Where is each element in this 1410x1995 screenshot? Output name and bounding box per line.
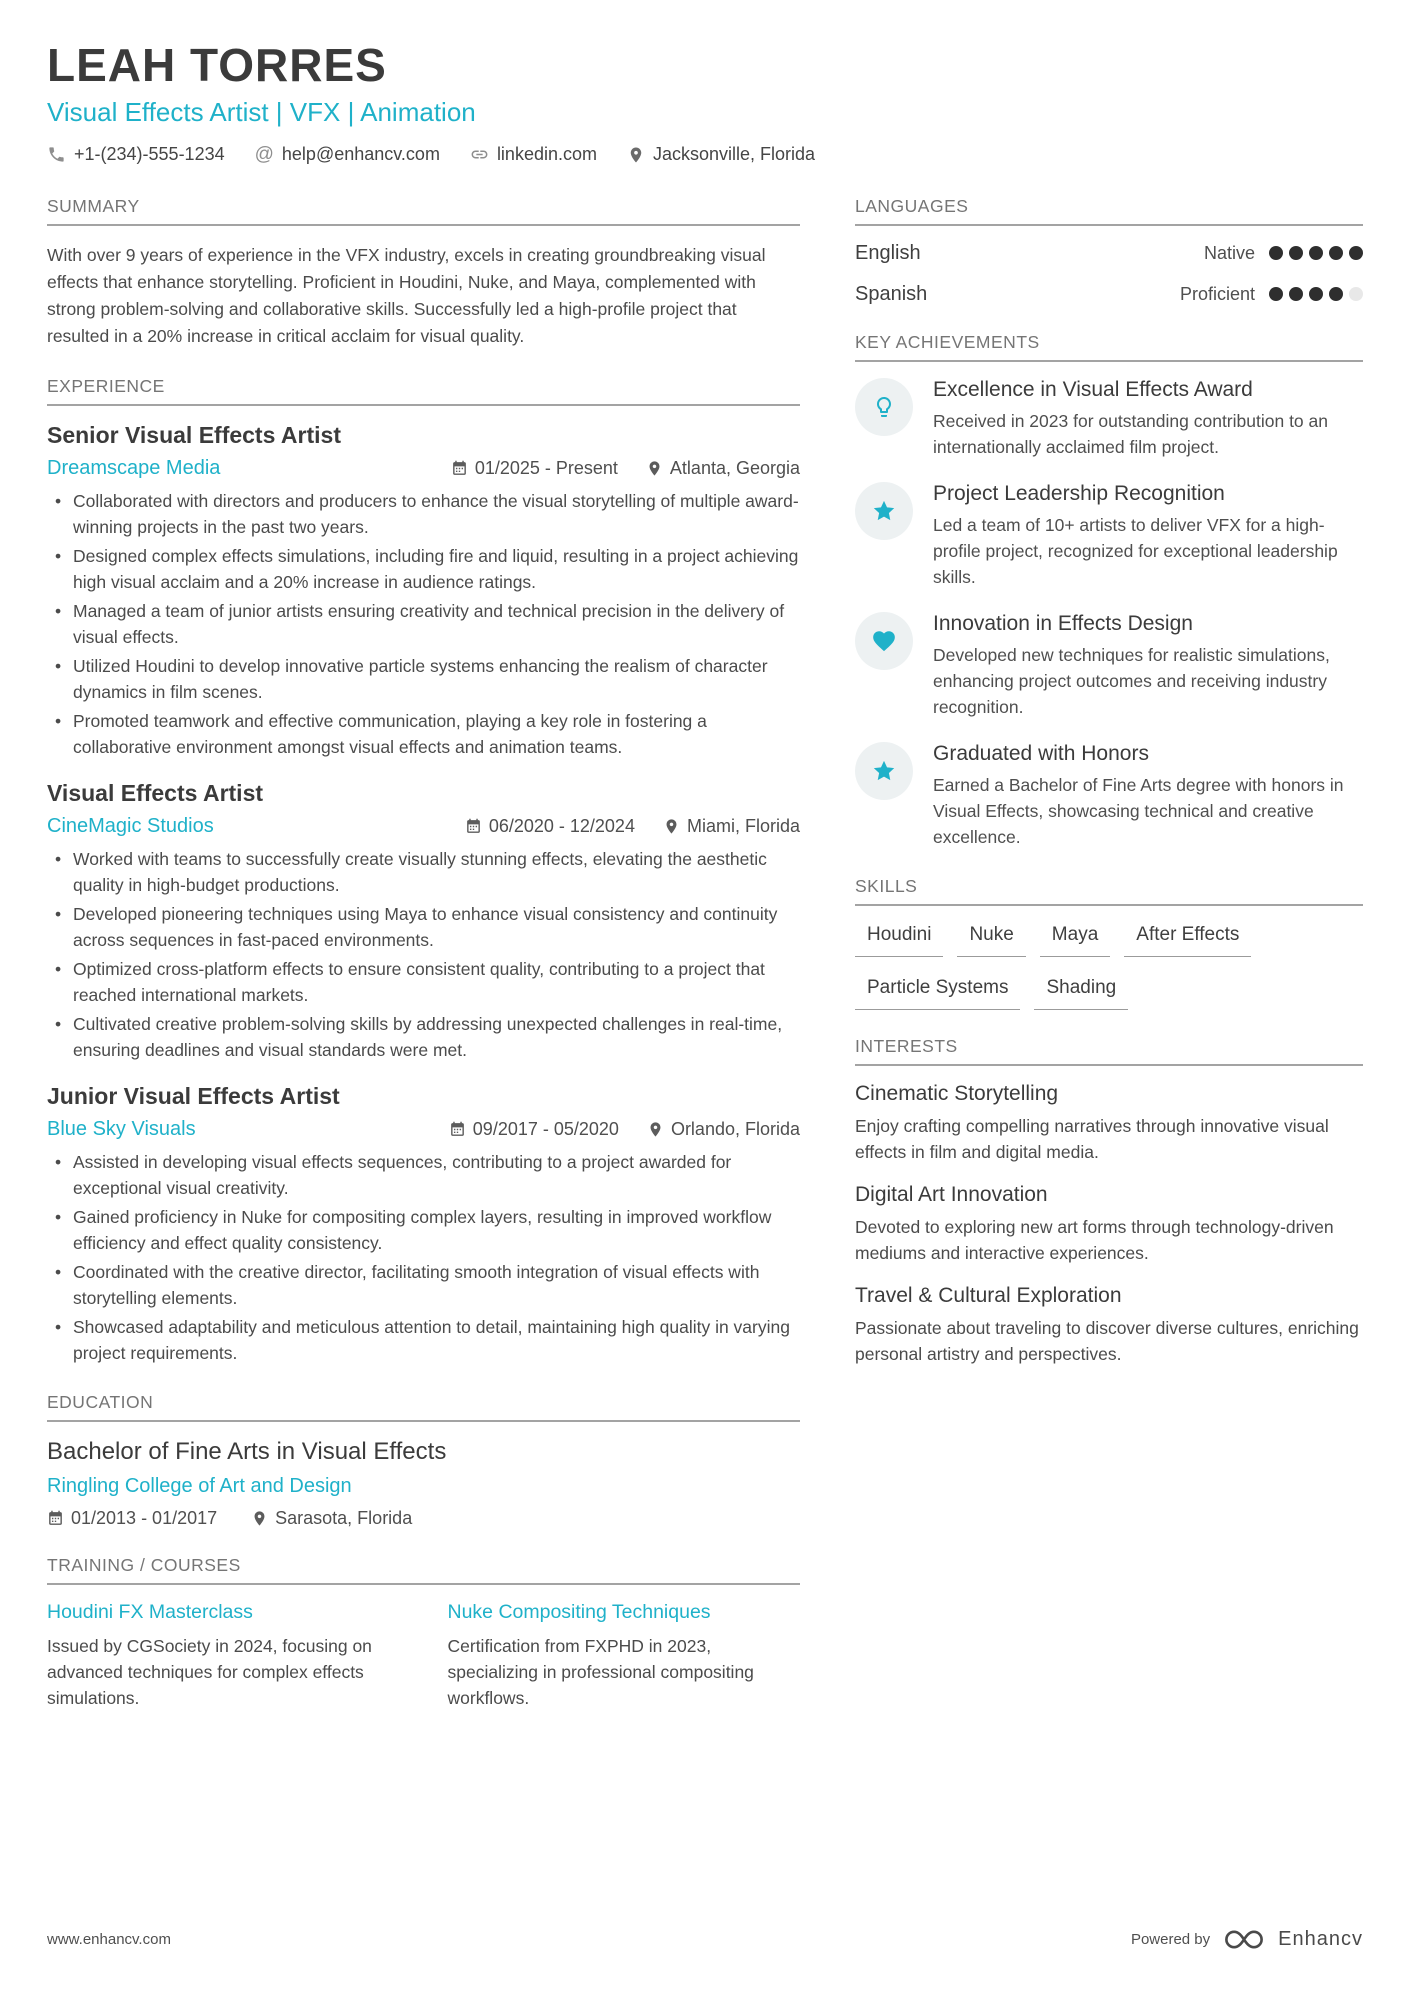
location-pin-icon <box>646 460 663 477</box>
location-pin-icon <box>627 146 645 164</box>
degree: Bachelor of Fine Arts in Visual Effects <box>47 1437 447 1465</box>
contact-row <box>47 144 1363 166</box>
footer <box>47 1926 1363 1953</box>
headline: Visual Effects Artist | VFX | Animation <box>47 96 476 127</box>
location-pin-icon <box>251 1510 268 1527</box>
courses-grid <box>47 1601 800 1711</box>
interests-section <box>855 1036 1363 1367</box>
achievement-description: Developed new techniques for realistic simulations, enhancing project outcomes and receiving industry recognition. <box>933 644 1330 717</box>
job-entry <box>47 780 800 1063</box>
phone-number: +1-(234)-555-1234 <box>74 144 225 165</box>
interest-description: Devoted to exploring new art forms through technology-driven mediums and interactive experiences. <box>855 1216 1334 1263</box>
website-contact[interactable] <box>470 144 597 165</box>
skill-item: Nuke <box>957 922 1025 957</box>
star-icon <box>871 498 897 524</box>
job-title: Senior Visual Effects Artist <box>47 421 341 448</box>
job-bullets <box>47 1149 800 1366</box>
brand-name: Enhancv <box>1278 1928 1363 1950</box>
bullet-item: • Coordinated with the creative director, facilitating smooth integration of visual effects with storytelling elements. <box>55 1259 800 1311</box>
language-name: English <box>855 241 921 264</box>
skill-item: After Effects <box>1124 922 1251 957</box>
bullet-item: • Showcased adaptability and meticulous attention to detail, maintaining high quality in varying project requirements. <box>55 1314 800 1366</box>
website-url: linkedin.com <box>496 144 597 165</box>
skills-heading: SKILLS <box>855 876 1363 906</box>
bullet-item: • Worked with teams to successfully create visually stunning effects, elevating the aesthetic quality in high-budget productions. <box>55 846 800 898</box>
location-contact <box>627 144 815 165</box>
achievement-body <box>933 482 1363 590</box>
powered-by-block <box>1131 1926 1363 1953</box>
calendar-icon <box>47 1510 64 1527</box>
languages-section <box>855 196 1363 306</box>
languages-heading: LANGUAGES <box>855 196 1363 226</box>
training-section <box>47 1555 800 1711</box>
achievement-body <box>933 612 1363 720</box>
language-level: Native <box>1203 242 1255 263</box>
interest-title: Travel & Cultural Exploration <box>855 1283 1122 1307</box>
achievement-icon-circle <box>855 742 913 800</box>
skill-item: Particle Systems <box>855 975 1020 1010</box>
skill-item: Houdini <box>855 922 943 957</box>
rating-dot-filled <box>1329 246 1343 260</box>
experience-section <box>47 376 800 1366</box>
location-pin-icon <box>647 1121 664 1138</box>
rating-dot-filled <box>1289 287 1303 301</box>
job-title: Visual Effects Artist <box>47 779 264 806</box>
left-column <box>47 196 800 1737</box>
job-bullets <box>47 488 800 760</box>
interests-heading: INTERESTS <box>855 1036 1363 1066</box>
language-rating-dots <box>1269 287 1363 301</box>
lightbulb-icon <box>872 395 896 419</box>
rating-dot-filled <box>1289 246 1303 260</box>
skill-item: Shading <box>1034 975 1128 1010</box>
company-name: CineMagic Studios <box>47 814 214 837</box>
two-column-layout <box>47 196 1363 1737</box>
achievement-entry <box>855 612 1363 720</box>
skill-item: Maya <box>1040 922 1110 957</box>
calendar-icon <box>451 460 468 477</box>
job-location: Orlando, Florida <box>647 1119 800 1140</box>
rating-dot-filled <box>1329 287 1343 301</box>
achievement-title: Excellence in Visual Effects Award <box>933 377 1253 401</box>
job-dates: 06/2020 - 12/2024 <box>465 816 635 837</box>
skills-list <box>855 922 1363 1010</box>
job-title: Junior Visual Effects Artist <box>47 1082 340 1109</box>
summary-heading: SUMMARY <box>47 196 800 226</box>
footer-website-link[interactable]: www.enhancv.com <box>47 1931 171 1948</box>
achievement-entry <box>855 742 1363 850</box>
rating-dot-filled <box>1269 246 1283 260</box>
bullet-item: • Promoted teamwork and effective communication, playing a key role in fostering a collaborative environment amongst visual effects and animation teams. <box>55 708 800 760</box>
job-dates: 01/2025 - Present <box>451 458 618 479</box>
course-description: Issued by CGSociety in 2024, focusing on advanced techniques for complex effects simulations. <box>47 1635 372 1708</box>
company-name: Blue Sky Visuals <box>47 1117 196 1140</box>
education-location: Sarasota, Florida <box>251 1508 412 1529</box>
language-level: Proficient <box>1179 283 1255 304</box>
at-icon: @ <box>254 143 274 165</box>
bullet-item: • Optimized cross-platform effects to ensure consistent quality, contributing to a project that reached international markets. <box>55 956 800 1008</box>
job-meta <box>47 815 800 838</box>
education-dates: 01/2013 - 01/2017 <box>47 1508 217 1529</box>
bullet-item: • Managed a team of junior artists ensuring creativity and technical precision in the delivery of visual effects. <box>55 598 800 650</box>
location-text: Jacksonville, Florida <box>652 144 816 165</box>
location-pin-icon <box>663 818 680 835</box>
achievement-description: Led a team of 10+ artists to deliver VFX for a high-profile project, recognized for exceptional leadership skills. <box>933 514 1338 587</box>
education-heading: EDUCATION <box>47 1392 800 1422</box>
bullet-item: • Designed complex effects simulations, including fire and liquid, resulting in a project achieving high visual acclaim and a 20% increase in audience ratings. <box>55 543 800 595</box>
course-entry <box>47 1601 400 1711</box>
education-section <box>47 1392 800 1529</box>
achievements-section <box>855 332 1363 850</box>
email-contact[interactable] <box>255 144 440 166</box>
job-location: Atlanta, Georgia <box>646 458 800 479</box>
language-rating-dots <box>1269 246 1363 260</box>
right-column <box>855 196 1363 1737</box>
bullet-item: • Developed pioneering techniques using Maya to enhance visual consistency and continuity across sequences in fast-paced environments. <box>55 901 800 953</box>
rating-dot-filled <box>1349 246 1363 260</box>
skills-section <box>855 876 1363 1010</box>
star-icon <box>871 758 897 784</box>
achievement-icon-circle <box>855 482 913 540</box>
heart-icon <box>871 628 897 654</box>
achievement-entry <box>855 378 1363 460</box>
achievement-title: Graduated with Honors <box>933 741 1149 765</box>
achievement-body <box>933 378 1363 460</box>
job-meta <box>47 1118 800 1141</box>
interest-entry <box>855 1183 1363 1266</box>
achievements-heading: KEY ACHIEVEMENTS <box>855 332 1363 362</box>
bullet-item: • Gained proficiency in Nuke for compositing complex layers, resulting in improved workflow efficiency and effect quality consistency. <box>55 1204 800 1256</box>
bullet-item: • Collaborated with directors and producers to enhance the visual storytelling of multiple award-winning projects in the past two years. <box>55 488 800 540</box>
calendar-icon <box>465 818 482 835</box>
enhancv-logo-icon <box>1222 1926 1266 1953</box>
summary-text: With over 9 years of experience in the VFX industry, excels in creating groundbreaking visual effects that enhance storytelling. Proficient in Houdini, Nuke, and Maya, complemented with strong problem-solving and collaborative skills. Successfully led a high-profile project that resulted in a 20% increase in critical acclaim for visual quality. <box>47 244 766 346</box>
rating-dot-filled <box>1309 287 1323 301</box>
email-address: help@enhancv.com <box>281 144 440 165</box>
interest-description: Passionate about traveling to discover diverse cultures, enriching personal artistry and perspectives. <box>855 1317 1359 1364</box>
achievement-title: Project Leadership Recognition <box>933 481 1225 505</box>
course-entry <box>448 1601 801 1711</box>
bullet-item: • Assisted in developing visual effects sequences, contributing to a project awarded for exceptional visual creativity. <box>55 1149 800 1201</box>
job-bullets <box>47 846 800 1063</box>
bullet-item: • Cultivated creative problem-solving skills by addressing unexpected challenges in real-time, ensuring deadlines and visual standards were met. <box>55 1011 800 1063</box>
phone-contact[interactable] <box>47 144 225 165</box>
training-heading: TRAINING / COURSES <box>47 1555 800 1585</box>
job-dates: 09/2017 - 05/2020 <box>449 1119 619 1140</box>
experience-heading: EXPERIENCE <box>47 376 800 406</box>
language-name: Spanish <box>855 282 928 305</box>
interest-entry <box>855 1082 1363 1165</box>
job-entry <box>47 422 800 760</box>
achievement-description: Received in 2023 for outstanding contribution to an internationally acclaimed film project. <box>933 410 1328 457</box>
course-title: Houdini FX Masterclass <box>47 1600 253 1623</box>
interest-description: Enjoy crafting compelling narratives through innovative visual effects in film and digital media. <box>855 1115 1329 1162</box>
language-row <box>855 242 1363 265</box>
rating-dot-filled <box>1309 246 1323 260</box>
header <box>47 40 1363 166</box>
course-title: Nuke Compositing Techniques <box>447 1600 711 1623</box>
interest-title: Digital Art Innovation <box>855 1182 1048 1206</box>
school-name: Ringling College of Art and Design <box>47 1474 352 1497</box>
powered-by-label: Powered by <box>1130 1931 1211 1948</box>
interest-entry <box>855 1284 1363 1367</box>
job-meta <box>47 457 800 480</box>
achievement-icon-circle <box>855 378 913 436</box>
calendar-icon <box>449 1121 466 1138</box>
rating-dot-filled <box>1269 287 1283 301</box>
interest-title: Cinematic Storytelling <box>855 1081 1059 1105</box>
achievement-description: Earned a Bachelor of Fine Arts degree with honors in Visual Effects, showcasing technical and creative excellence. <box>933 774 1344 847</box>
bullet-item: • Utilized Houdini to develop innovative particle systems enhancing the realism of character dynamics in film scenes. <box>55 653 800 705</box>
link-icon <box>470 145 489 164</box>
achievement-entry <box>855 482 1363 590</box>
job-location: Miami, Florida <box>663 816 800 837</box>
job-entry <box>47 1083 800 1366</box>
course-description: Certification from FXPHD in 2023, specializing in professional compositing workflows. <box>447 1635 754 1708</box>
achievement-body <box>933 742 1363 850</box>
phone-icon <box>47 145 66 164</box>
rating-dot-empty <box>1349 287 1363 301</box>
achievement-icon-circle <box>855 612 913 670</box>
language-row <box>855 283 1363 306</box>
education-meta <box>47 1508 800 1529</box>
person-name: LEAH TORRES <box>47 39 387 91</box>
company-name: Dreamscape Media <box>47 456 221 479</box>
summary-section <box>47 196 800 350</box>
achievement-title: Innovation in Effects Design <box>933 611 1193 635</box>
